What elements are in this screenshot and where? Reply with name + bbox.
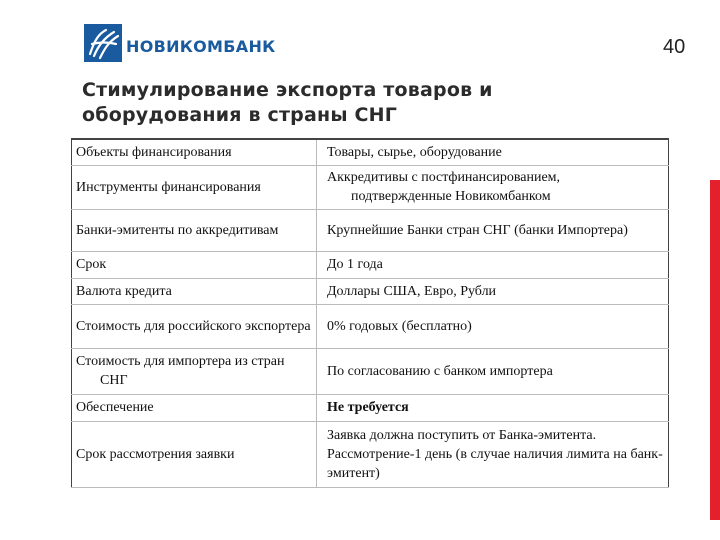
row-label: Объекты финансирования — [72, 139, 317, 165]
novikombank-logo-icon — [84, 24, 122, 62]
table-row — [72, 139, 669, 165]
row-label-text: Банки-эмитенты по аккредитивам — [76, 222, 279, 238]
row-value: Доллары США, Евро, Рубли — [317, 278, 669, 304]
row-value: Не требуется — [317, 394, 669, 421]
row-label: Обеспечение — [72, 394, 317, 421]
row-value: 0% годовых (бесплатно) — [317, 304, 669, 348]
table-row — [72, 278, 669, 304]
table-row — [72, 165, 669, 209]
table-row — [72, 304, 669, 348]
row-value — [317, 165, 669, 209]
row-label — [72, 348, 317, 394]
row-label: Срок рассмотрения заявки — [72, 421, 317, 487]
table-row — [72, 421, 669, 487]
row-label — [72, 209, 317, 251]
table-row — [72, 348, 669, 394]
row-value — [317, 209, 669, 251]
row-label-text: Стоимость для российского экспортера — [76, 318, 311, 334]
row-label — [72, 304, 317, 348]
accent-stripe — [710, 180, 720, 520]
table-row — [72, 394, 669, 421]
row-value-text: Крупнейшие Банки стран СНГ (банки Импортера) — [327, 222, 628, 238]
row-label: Инструменты финансирования — [72, 165, 317, 209]
financing-table — [71, 138, 669, 488]
row-value: Товары, сырье, оборудование — [317, 139, 669, 165]
table-row — [72, 209, 669, 251]
page-number: 40 — [663, 36, 686, 58]
bank-logo — [84, 24, 276, 62]
row-value: По согласованию с банком импортера — [317, 348, 669, 394]
row-label: Срок — [72, 251, 317, 278]
row-label: Валюта кредита — [72, 278, 317, 304]
row-value: До 1 года — [317, 251, 669, 278]
row-value: Заявка должна поступить от Банка-эмитента. Рассмотрение-1 день (в случае наличия лимита на банк-эмитент) — [317, 421, 669, 487]
row-label-text: Стоимость для импортера из стран СНГ — [76, 354, 285, 388]
row-value-text: Аккредитивы с постфинансированием, подтвержденные Новикомбанком — [327, 170, 561, 204]
logo-text: НОВИКОМБАНК — [126, 36, 276, 56]
page-title: Стимулирование экспорта товаров и оборудования в страны СНГ — [82, 79, 493, 126]
table-row — [72, 251, 669, 278]
